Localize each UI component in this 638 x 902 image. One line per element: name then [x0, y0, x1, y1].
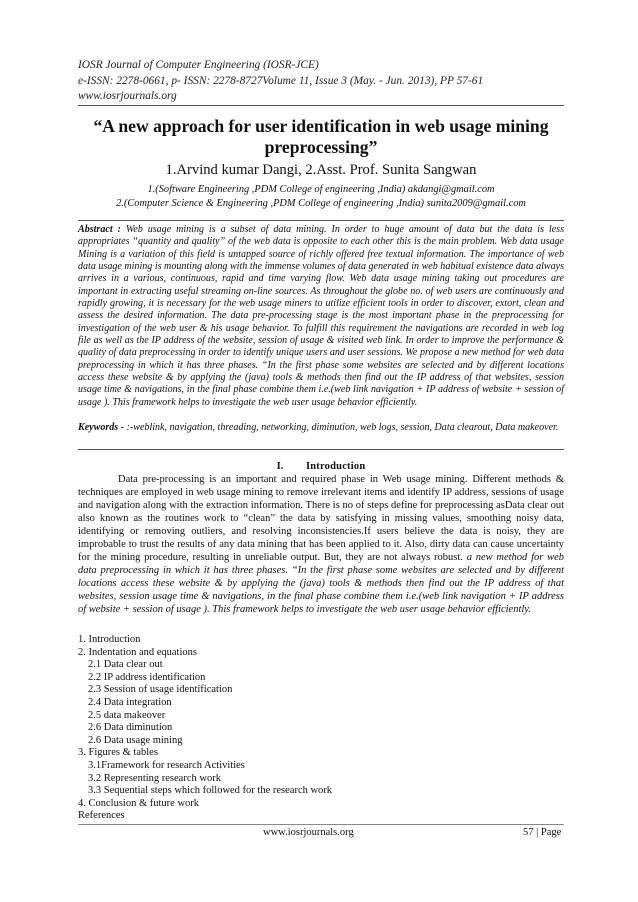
affiliation-2: 2.(Computer Science & Engineering ,PDM College of engineering ,India) sunita2009@gmail.com	[116, 198, 526, 209]
outline-item: 3. Figures & tables	[78, 747, 158, 759]
outline-list	[78, 634, 498, 823]
outline-item: 2.1 Data clear out	[88, 659, 163, 671]
abstract	[78, 224, 564, 409]
section-title: Introduction	[305, 461, 366, 472]
page-number: 57 | Page	[523, 827, 562, 838]
intro-italic-text: a new method for web data preprocessing in which it has three phases. “In the first phase some websites are selected and by different locations access these website & by applying the (java) tools & methods then find out the IP address of that websites, session usage time & navigations, in the final phase combine them i.e.(web link navigation + IP address of website + session of usage ). This framework helps to investigate the web user usage behavior efficiently.	[78, 551, 565, 615]
introduction-paragraph	[78, 474, 564, 616]
authors: 1.Arvind kumar Dangi, 2.Asst. Prof. Sunita Sangwan	[165, 162, 477, 178]
footer-url: www.iosrjournals.org	[263, 827, 354, 838]
outline-item: 3.2 Representing research work	[88, 772, 221, 784]
journal-issn: e-ISSN: 2278-0661, p- ISSN: 2278-8727Volume 11, Issue 3 (May. - Jun. 2013), PP 57-61	[78, 74, 484, 87]
outline-item: 2.6 Data usage mining	[88, 734, 183, 746]
keywords-text: :-weblink, navigation, threading, networking, diminution, web logs, session, Data clearout, Data makeover.	[126, 422, 559, 433]
journal-name: IOSR Journal of Computer Engineering (IOSR-JCE)	[78, 59, 319, 71]
abstract-top-divider	[78, 220, 564, 221]
section-number: I.	[276, 461, 284, 472]
outline-item: 2.4 Data integration	[88, 696, 172, 708]
outline-item: 3.1Framework for research Activities	[88, 759, 245, 771]
outline-item: 4. Conclusion & future work	[78, 797, 200, 809]
journal-url: www.iosrjournals.org	[78, 90, 177, 103]
outline-item: 3.3 Sequential steps which followed for the research work	[88, 785, 333, 797]
outline-item: References	[78, 810, 125, 822]
abstract-text: Web usage mining is a subset of data mining. In order to huge amount of data but the data is less appropriates “quantity and quality” of the web data is opposite to each other this is the main problem. Web data usage Mining is a variation of this field is untapped source of richly offered free textual information. The importance of web data usage mining is mounting along with the immense volumes of data generated in web habitual existence data always arrives in a various, continuous, rapid and time varying flow. Web data usage mining taking out procedures are important in extracting useful streaming on-line sources. As throughout the globe no. of web users are continuously and rapidly growing, it is necessary for the web usage miners to utilize efficient tools in order to discover, extort, clean and assess the desired information. The data pre-processing stage is the most important phase in the preprocessing for investigation of the web user & his usage behavior. To fulfill this requirement the navigations are recorded in web log file as well as the IP address of the website, session of usage & visited web link. In order to improve the performance & quality of data preprocessing in order to identify unique users and user sessions. We propose a new method for web data preprocessing in which it has three phases. “In the first phase some websites are selected and by different locations access these website & by applying the (java) tools & methods then find out the IP address of that websites, session usage time & navigations, in the final phase combine them i.e.(web link navigation + IP address of website + session of usage ). This framework helps to investigate the web user usage behavior efficiently.	[78, 224, 565, 408]
footer-divider	[78, 824, 564, 825]
section-heading	[78, 460, 564, 473]
outline-item: 2.2 IP address identification	[88, 671, 206, 683]
affiliation-1: 1.(Software Engineering ,PDM College of engineering ,India) akdangi@gmail.com	[147, 184, 495, 195]
intro-text: Data pre-processing is an important and required phase in Web usage mining. Different methods & techniques are employed in web usage mining to remove irrelevant items and identify IP address, sessions of usage and navigation along with the extraction information. There is no of steps define for preprocessing asData clear out also known as the routines work to “clean” the data by satisfying in missing values, smoothing noisy data, identifying or removing outliers, and resolving inconsistencies.If users believe the data is noisy, they are improbable to trust the results of any data mining that has been applied to it. Also, dirty data can cause uncertainty for the mining procedure, resulting in unreliable output. But, they are not always robust.	[78, 474, 564, 563]
keywords	[78, 422, 564, 434]
abstract-label: Abstract :	[78, 224, 121, 235]
outline-item: 2. Indentation and equations	[78, 646, 197, 658]
outline-item: 1. Introduction	[78, 634, 141, 645]
abstract-bottom-divider	[78, 449, 564, 450]
outline-item: 2.3 Session of usage identification	[88, 684, 233, 696]
title-line-2: preprocessing”	[264, 136, 378, 157]
paper-title	[78, 116, 564, 157]
outline-item: 2.5 data makeover	[88, 709, 166, 721]
title-line-1: “A new approach for user identification in web usage mining	[93, 116, 549, 136]
header-divider	[78, 105, 564, 106]
keywords-label: Keywords -	[78, 422, 125, 433]
outline-item: 2.6 Data diminution	[88, 722, 173, 734]
journal-header	[78, 58, 578, 105]
